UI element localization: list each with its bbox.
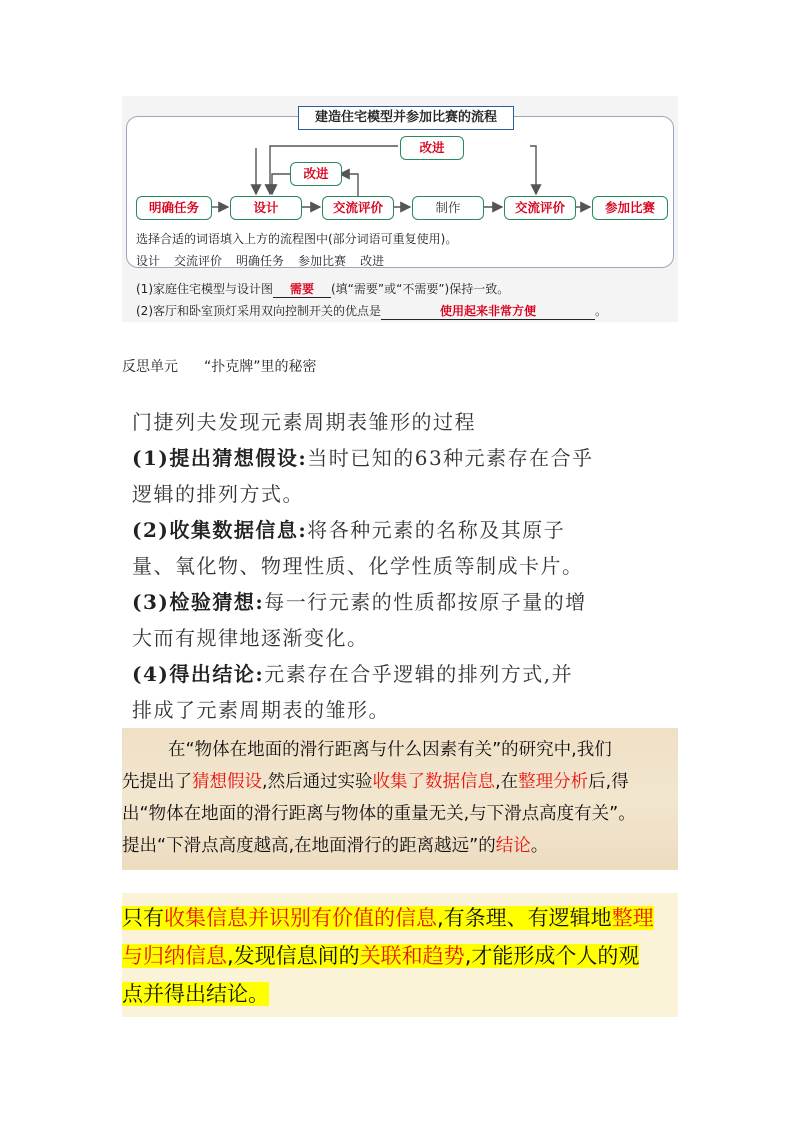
question-1: (1)家庭住宅模型与设计图 需要 (填“需要”或“不需要”)保持一致。 [136,282,510,296]
question-2: (2)客厅和卧室顶灯采用双向控制开关的优点是 使用起来非常方便 。 [136,304,608,318]
step-3: (3)检验猜想:每一行元素的性质都按原子量的增 [132,590,587,614]
step-4: (4)得出结论:元素存在合乎逻辑的排列方式,并 [132,662,574,686]
step-1: (1)提出猜想假设:当时已知的63种元素存在合乎 [132,446,594,470]
question-1-answer: 需要 [273,280,331,298]
conclusion-line-3: 点并得出结论。 [122,982,269,1006]
research-line-1: 在“物体在地面的滑行距离与什么因素有关”的研究中,我们 [168,740,612,760]
flow-diagram-title: 建造住宅模型并参加比赛的流程 [298,106,514,130]
flow-node-define-task: 明确任务 [136,196,212,220]
section-title: “扑克牌”里的秘密 [204,359,317,375]
research-paragraph [122,728,678,870]
word-bank-item: 改进 [360,254,385,268]
conclusion-line-1: 只有收集信息并识别有价值的信息,有条理、有逻辑地整理 [122,906,654,930]
word-bank-item: 设计 [136,254,161,268]
flow-diagram-panel [122,96,678,322]
flow-node-improve-1: 改进 [290,162,342,186]
conclusion-box [122,893,678,1017]
word-bank-item: 明确任务 [236,254,285,268]
step-2: (2)收集数据信息:将各种元素的名称及其原子 [132,518,566,542]
flow-node-review-2: 交流评价 [504,196,576,220]
word-bank-item: 参加比赛 [298,254,347,268]
question-2-answer: 使用起来非常方便 [381,302,595,320]
word-bank-item: 交流评价 [174,254,223,268]
flow-instruction: 选择合适的词语填入上方的流程图中(部分词语可重复使用)。 [136,232,458,246]
flow-node-design: 设计 [230,196,302,220]
mendeleev-heading: 门捷列夫发现元素周期表雏形的过程 [132,410,476,434]
section-label: 反思单元 [122,359,178,375]
research-line-3: 出“物体在地面的滑行距离与物体的重量无关,与下滑点高度有关”。 [122,804,636,824]
feedback-loop-1 [340,174,358,196]
mendeleev-process: 门捷列夫发现元素周期表雏形的过程 (1)提出猜想假设:当时已知的63种元素存在合乎 逻辑的排列方式。 (2)收集数据信息:将各种元素的名称及其原子 量、氧化物、物理性质、化学性质等制成卡片。 (3)检验猜想:每一行元素的性质都按原子量的增 大而有规律地逐渐变化。 (4)得出结论:元素存在合乎逻辑的排列方式,并 排成了元素周期表的雏形。 [132,404,692,728]
flow-node-improve-2: 改进 [400,136,464,160]
conclusion-line-2: 与归纳信息,发现信息间的关联和趋势,才能形成个人的观 [122,944,640,968]
research-line-2: 先提出了猜想假设,然后通过实验收集了数据信息,在整理分析后,得 [122,772,629,792]
research-line-4: 提出“下滑点高度越高,在地面滑行的距离越远”的结论。 [122,836,549,856]
section-heading [122,356,317,376]
flow-node-build: 制作 [412,196,484,220]
flow-node-compete: 参加比赛 [592,196,668,220]
flow-node-review-1: 交流评价 [322,196,394,220]
word-bank [136,252,398,269]
feedback-loop-2 [530,146,536,194]
